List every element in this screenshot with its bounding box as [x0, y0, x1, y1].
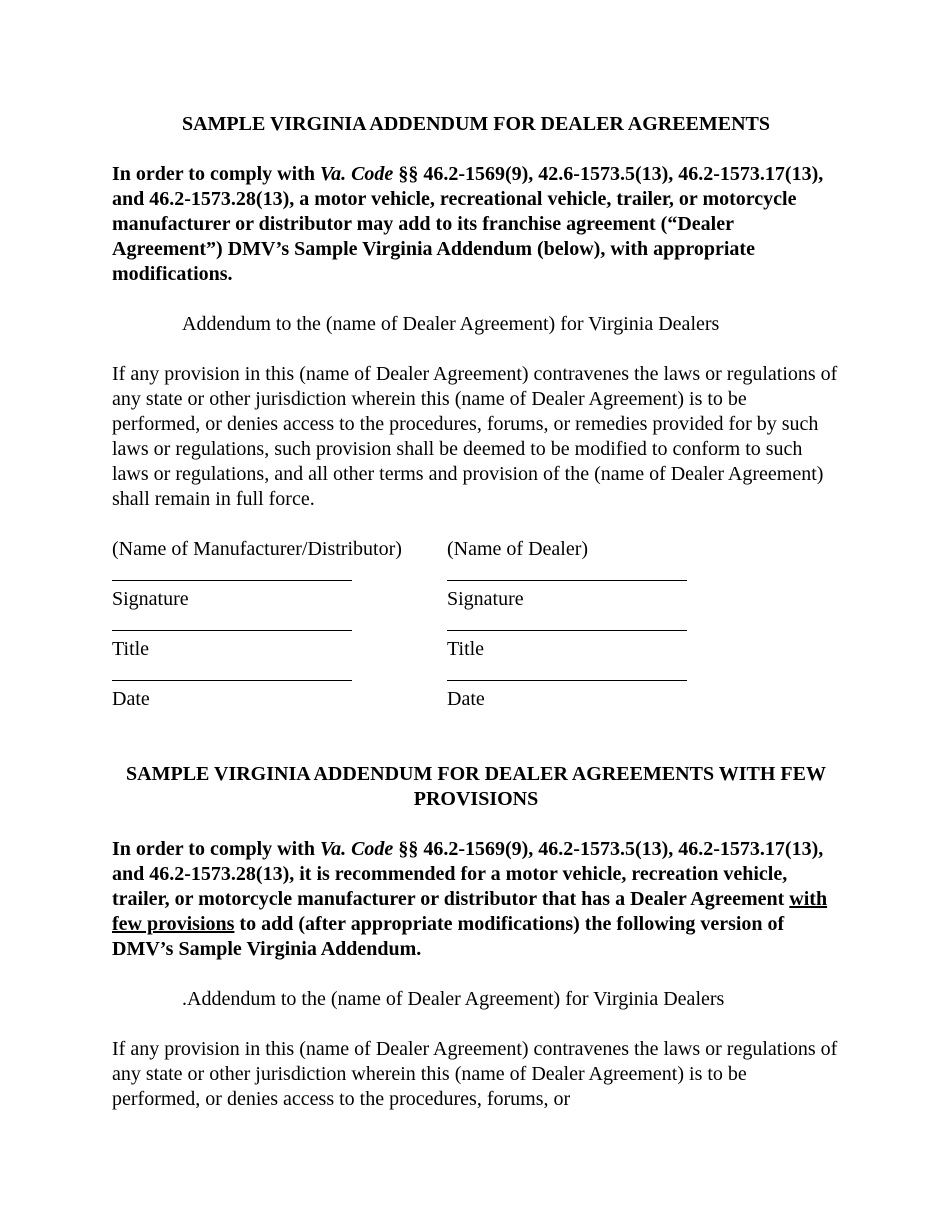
section1-body: If any provision in this (name of Dealer Agreement) contravenes the laws or regulations of any state or other jurisdiction wherein this (name of Dealer Agreement) is to be performed, or denies access to the procedures, forums, or remedies provided for by such laws or regulations, such provision shall be deemed to be modified to conform to such laws or regulations, and all other terms and provision of the (name of Dealer Agreement) shall remain in full force. — [112, 363, 838, 510]
section1-intro-code: Va. Code — [319, 163, 394, 185]
spacer — [112, 337, 840, 362]
left-date-label: Date — [112, 688, 150, 710]
left-title-line[interactable] — [112, 612, 447, 637]
section2-intro-pre: In order to comply with — [112, 838, 320, 860]
section2-intro-mid: §§ 46.2-1569(9), 46.2-1573.5(13), 46.2-1573.17(13), and 46.2-1573.28(13), it is recommended for a motor vehicle, recreation vehicle, trailer, or motorcycle manufacturer or distributor that has a Dealer Agreement — [112, 838, 824, 910]
section2-intro-underlined: with few provisions — [112, 888, 828, 935]
left-title-label: Title — [112, 638, 150, 660]
section2-intro — [112, 837, 840, 962]
spacer — [112, 137, 840, 162]
spacer — [112, 1012, 840, 1037]
right-date-line[interactable] — [447, 662, 747, 687]
right-party-label: (Name of Dealer) — [447, 538, 589, 560]
document-page — [112, 112, 840, 1112]
section1-intro-pre: In order to comply with — [112, 163, 320, 185]
section2-intro-post: to add (after appropriate modifications) the following version of DMV’s Sample Virginia Addendum. — [112, 913, 785, 960]
right-title-line[interactable] — [447, 612, 747, 637]
section2-intro-code: Va. Code — [319, 838, 394, 860]
section1-addendum-title: Addendum to the (name of Dealer Agreement) for Virginia Dealers — [182, 313, 720, 335]
signature-block — [112, 537, 840, 712]
section2-addendum-title: .Addendum to the (name of Dealer Agreement) for Virginia Dealers — [182, 988, 725, 1010]
left-party-label: (Name of Manufacturer/Distributor) — [112, 538, 402, 560]
left-signature-label: Signature — [112, 588, 189, 610]
spacer — [112, 737, 840, 762]
section2-body: If any provision in this (name of Dealer Agreement) contravenes the laws or regulations of any state or other jurisdiction wherein this (name of Dealer Agreement) is to be performed, or denies access to the procedures, forums, or — [112, 1038, 838, 1110]
spacer — [112, 962, 840, 987]
section1-intro-post: §§ 46.2-1569(9), 42.6-1573.5(13), 46.2-1573.17(13), and 46.2-1573.28(13), a motor vehicle, recreational vehicle, trailer, or motorcycle manufacturer or distributor may add to its franchise agreement (“Dealer Agreement”) DMV’s Sample Virginia Addendum (below), with appropriate modifications. — [112, 163, 824, 285]
right-date-label: Date — [447, 688, 485, 710]
spacer — [112, 287, 840, 312]
section2-heading: SAMPLE VIRGINIA ADDENDUM FOR DEALER AGREEMENTS WITH FEW PROVISIONS — [126, 763, 826, 810]
right-title-label: Title — [447, 638, 485, 660]
left-date-line[interactable] — [112, 662, 447, 687]
section1-heading: SAMPLE VIRGINIA ADDENDUM FOR DEALER AGREEMENTS — [181, 113, 771, 135]
spacer — [112, 712, 840, 737]
right-signature-label: Signature — [447, 588, 524, 610]
left-signature-line[interactable] — [112, 562, 447, 587]
spacer — [112, 812, 840, 837]
spacer — [112, 512, 840, 537]
right-signature-line[interactable] — [447, 562, 747, 587]
section1-intro — [112, 162, 840, 287]
